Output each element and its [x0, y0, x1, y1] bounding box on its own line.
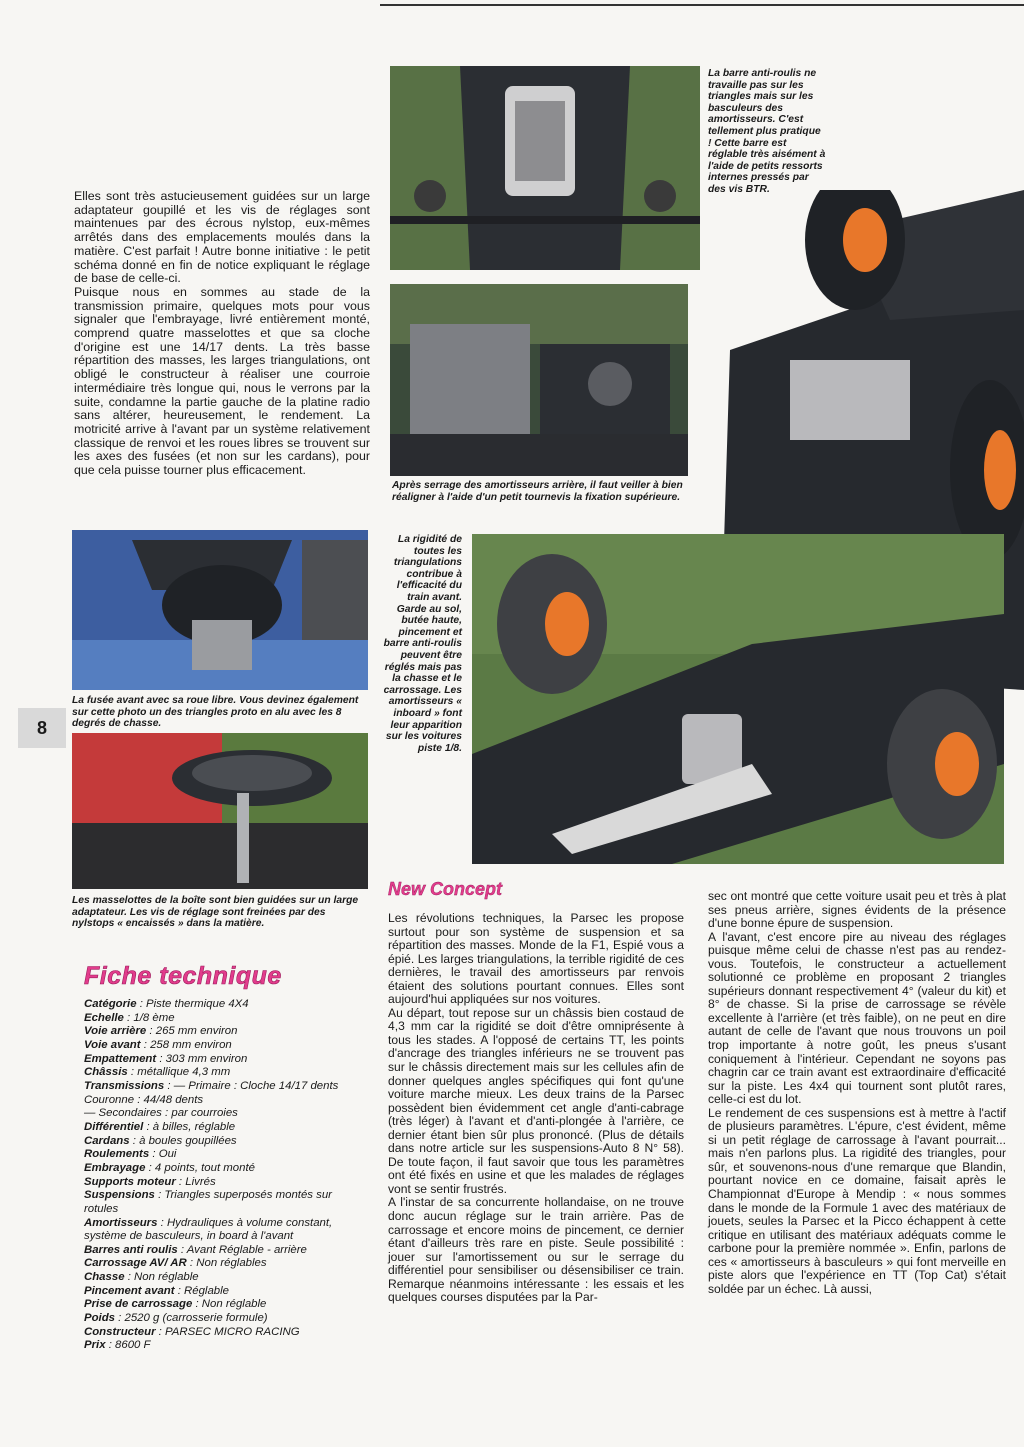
fiche-key: Transmissions — [84, 1079, 165, 1092]
photo-engine — [390, 284, 688, 476]
fiche-separator: : — [145, 1161, 155, 1174]
fiche-item — [84, 1326, 364, 1340]
photo-rear-shocks — [390, 66, 700, 270]
fiche-key: Constructeur — [84, 1325, 156, 1338]
fiche-key: Voie arrière — [84, 1025, 147, 1038]
fiche-value: — Secondaires : par courroies — [84, 1107, 238, 1120]
section-title: New Concept — [388, 879, 503, 899]
fiche-separator: : — [140, 1038, 151, 1051]
fiche-value: Non réglable — [134, 1271, 199, 1284]
fiche-value: Hydrauliques à volume constant, système de basculeurs, in board à l'avant — [84, 1216, 333, 1243]
fiche-item — [84, 1257, 364, 1271]
fiche-separator: : — [155, 1325, 166, 1338]
fiche-key: Roulements — [84, 1148, 150, 1161]
fiche-key: Carrossage AV/ AR — [84, 1257, 187, 1270]
fiche-separator: : — [136, 998, 147, 1010]
fiche-key: Amortisseurs — [84, 1216, 158, 1229]
fiche-separator: : — [105, 1339, 116, 1352]
fiche-key: Barres anti roulis — [84, 1243, 178, 1256]
fiche-key: Empattement — [84, 1052, 157, 1065]
fiche-item — [84, 1053, 364, 1067]
fiche-item — [84, 1012, 364, 1026]
section-column-1 — [388, 912, 684, 1305]
fiche-value: — Primaire : Cloche 14/17 dents — [173, 1079, 339, 1092]
fiche-item — [84, 1176, 364, 1190]
fiche-key: Embrayage — [84, 1161, 146, 1174]
fiche-item — [84, 1066, 364, 1080]
fiche-key: Pincement avant — [84, 1284, 175, 1297]
fiche-separator: : — [164, 1079, 174, 1092]
fiche-key: Différentiel — [84, 1120, 144, 1133]
fiche-key: Catégorie — [84, 998, 137, 1010]
section-paragraph: Le rendement de ces suspensions est à mettre à l'actif de plusieurs paramètres. L'épure, c'est évident, même si un petit réglage de carrossage à l'avant pourrait... mais n'en parlons plus. La rigidité des triangles, pour sûr, et souvenons-nous d'une remarque que Blandin, pourtant novice en ce domaine, faisait après le Championnat d'Europe à Mendip : « nous sommes dans le monde de la Formule 1 avec des matériaux de jouets, seules la Parsec et la Picco échappent à cette critique en utilisant des matériaux adéquats comme le carbone pour la première nommée ». Enfin, parlons de ces « amortisseurs à basculeurs » qui font merveille en piste alors que l'expérience en TT (Top Cat) s'était soldée par un échec. Là aussi, — [708, 1105, 1006, 1296]
fiche-item — [84, 1148, 364, 1162]
fiche-key: Echelle — [84, 1011, 124, 1024]
page-number: 8 — [18, 708, 66, 748]
fiche-key: Prise de carrossage — [84, 1298, 193, 1311]
fiche-value: 2520 g (carrosserie formule) — [124, 1312, 268, 1325]
fiche-value: 303 mm environ — [165, 1052, 248, 1065]
section-paragraph: A l'instar de sa concurrente hollandaise, on ne trouve donc aucun réglage sur le train arrière. Pas de carrossage et encore moins de pincement, ce dernier étant d'ailleurs très rare en piste. Seule possibilité : jouer sur l'amortissement ou sur le serrage du différentiel pour sensibiliser ou désensibiliser ce train. Remarque néanmoins intéressante : les essais et les quelques courses disputées par la Par- — [388, 1195, 684, 1305]
fiche-item — [84, 1025, 364, 1039]
fiche-value: Oui — [158, 1148, 177, 1161]
fiche-item — [84, 1039, 364, 1053]
caption-rigidity: La rigidité de toutes les triangulations contribue à l'efficacité du train avant. Garde au sol, butée haute, pincement et barre anti-roulis peuvent être réglés mais pas la chasse et le carrossage. Les amortisseurs « inboard » font leur apparition sur les voitures piste 1/8. — [383, 534, 462, 754]
caption-anti-roll: La barre anti-roulis ne travaille pas sur les triangles mais sur les basculeurs des amortisseurs. C'est tellement plus pratique ! Cette barre est réglable très aisément à l'aide de petits ressorts internes pressés par des vis BTR. — [708, 68, 826, 195]
fiche-separator: : — [174, 1284, 185, 1297]
fiche-key: Châssis — [84, 1066, 128, 1079]
photo-fusee — [72, 530, 368, 690]
fiche-separator: : — [186, 1257, 197, 1270]
fiche-value: 258 mm environ — [150, 1038, 232, 1051]
fiche-value: à billes, réglable — [152, 1120, 236, 1133]
fiche-separator: : — [156, 1052, 166, 1065]
fiche-value: 265 mm environ — [155, 1025, 238, 1038]
fiche-item — [84, 1162, 364, 1176]
fiche-key: Supports moteur — [84, 1175, 176, 1188]
fiche-separator: : — [129, 1134, 140, 1147]
fiche-separator: : — [127, 1066, 138, 1079]
fiche-key: Prix — [84, 1339, 106, 1352]
caption-masselottes: Les masselottes de la boîte sont bien guidées sur un large adaptateur. Les vis de réglage sont freinées par des nylstops « encaissés » dans la matière. — [72, 895, 359, 930]
fiche-value: Avant Réglable - arrière — [186, 1243, 307, 1256]
fiche-separator: : — [115, 1312, 125, 1325]
fiche-separator: : — [146, 1025, 156, 1038]
fiche-item — [84, 1135, 364, 1149]
fiche-item — [84, 1339, 364, 1353]
fiche-separator: : — [177, 1243, 187, 1256]
fiche-item — [84, 1094, 364, 1108]
fiche-value: Réglable — [184, 1284, 229, 1297]
section-column-2 — [708, 890, 1006, 1296]
fiche-separator: : — [149, 1148, 159, 1161]
photo-car-front — [472, 534, 1004, 864]
fiche-key: Poids — [84, 1312, 116, 1325]
fiche-key: Suspensions — [84, 1189, 155, 1202]
fiche-value: 8600 F — [115, 1339, 151, 1352]
fiche-separator: : — [143, 1120, 153, 1133]
intro-text — [74, 190, 370, 478]
fiche-title: Fiche technique — [84, 962, 282, 990]
fiche-item — [84, 1244, 364, 1258]
fiche-item — [84, 1217, 364, 1244]
fiche-key: Chasse — [84, 1271, 125, 1284]
fiche-item — [84, 1271, 364, 1285]
caption-shock-realign: Après serrage des amortisseurs arrière, il faut veiller à bien réaligner à l'aide d'un petit tournevis la fixation supérieure. — [392, 480, 683, 503]
fiche-separator: : — [157, 1216, 167, 1229]
intro-paragraph: Elles sont très astucieusement guidées sur un large adaptateur goupillé et les vis de réglages sont maintenues par des écrous nylstop, eux-mêmes arrêtés dans des emplacements moulés dans la matière. C'est parfait ! Autre bonne initiative : le petit schéma donné en fin de notice expliquant le réglage de base de celle-ci. — [74, 189, 370, 286]
caption-fusee: La fusée avant avec sa roue libre. Vous devinez également sur cette photo un des triangles proto en alu avec les 8 degrés de chasse. — [72, 695, 359, 730]
fiche-item — [84, 1189, 364, 1216]
fiche-value: métallique 4,3 mm — [137, 1066, 231, 1079]
fiche-value: 1/8 ème — [133, 1011, 175, 1024]
fiche-key: Voie avant — [84, 1038, 141, 1051]
fiche-separator: : — [192, 1298, 202, 1311]
fiche-item — [84, 1312, 364, 1326]
fiche-item — [84, 1080, 364, 1094]
fiche-item — [84, 998, 364, 1012]
intro-paragraph: Puisque nous en sommes au stade de la transmission primaire, quelques mots pour vous signaler que l'embrayage, livré entièrement monté, comprend quatre masselottes et que sa cloche d'origine est une 14/17 dents. La très basse répartition des masses, les larges triangulations, ont obligé le constructeur à réaliser une courroie intermédiaire très longue qui, nous le verrons par la suite, condamne la partie gauche de la platine radio sans altérer, heureusement, le rendement. La motricité arrive à l'avant par un système relativement classique de renvoi et les roues libres se trouvent sur les axes des fusées (et non sur les cardans), pour que cela puisse tourner plus efficacement. — [74, 284, 370, 478]
fiche-item — [84, 1107, 364, 1121]
fiche-value: Triangles superposés montés sur rotules — [84, 1189, 332, 1215]
fiche-item — [84, 1298, 364, 1312]
section-paragraph: sec ont montré que cette voiture usait peu et très à plat ses pneus arrière, signes évidents de la présence d'une bonne épure de suspension. — [708, 889, 1006, 931]
fiche-item — [84, 1285, 364, 1299]
photo-masselottes — [72, 733, 368, 889]
top-rule — [380, 4, 1024, 6]
fiche-list — [84, 998, 364, 1353]
fiche-separator: : — [124, 1271, 135, 1284]
fiche-separator: : — [123, 1011, 134, 1024]
fiche-value: Non réglable — [201, 1298, 267, 1311]
fiche-value: 4 points, tout monté — [154, 1161, 255, 1174]
fiche-separator: : — [154, 1189, 165, 1202]
section-paragraph: Les révolutions techniques, la Parsec les propose surtout pour son système de suspension et sa répartition des masses. Monde de la F1, Espié vous a épié. Les larges triangulations, la terrible rigidité de ces dernières, le travail des amortisseurs par renvois étaient des solutions pourtant connues. Elles sont aujourd'hui appliquées sur nos voitures. — [388, 911, 684, 1007]
fiche-value: Non réglables — [196, 1257, 267, 1270]
section-paragraph: A l'avant, c'est encore pire au niveau des réglages puisque même celui de chasse n'est pas au rendez-vous. Toutefois, le constructeur a actuellement solutionné ce problème en proposant 2 triangles supérieurs donnant respectivement 4° (valeur du kit) et 8° de chasse. Si la prise de carrossage se révèle excellente à l'arrière (et très faible), on ne peut en dire autant de celle de l'avant que nous trouvons un poil trop importante à notre goût, les pneus s'usant coniquement à l'intérieur. Cependant ne soyons pas chagrin car ce train avant est extraordinaire d'efficacité sur la piste. Les 4x4 qui tournent sont plutôt rares, celle-ci est du lot. — [708, 929, 1006, 1107]
fiche-key: Cardans — [84, 1134, 130, 1147]
fiche-separator: : — [175, 1175, 186, 1188]
fiche-item — [84, 1121, 364, 1135]
fiche-value: Livrés — [185, 1175, 216, 1188]
fiche-value: Piste thermique 4X4 — [146, 998, 249, 1010]
fiche-value: Couronne : 44/48 dents — [84, 1093, 204, 1106]
fiche-value: PARSEC MICRO RACING — [165, 1325, 300, 1338]
section-paragraph: Au départ, tout repose sur un châssis bien costaud de 4,3 mm car la rigidité se doit d'être omniprésente à tous les stades. A l'opposé de certains TT, les points d'ancrage des triangles inférieurs ne se trouvent pas sur le châssis directement mais sur les cellules afin de donner quelques angles spécifiques qui font qu'une voiture marche mieux. Les deux trains de la Parsec possèdent bien évidemment cet angle d'anti-cabrage (très léger) à l'avant et d'anti-plongée à l'arrière, ce dernier étant bien sûr plus prononcé. (Plus de détails dans notre article sur les suspensions-Auto 8 N° 58). De toute façon, il faut savoir que tous les paramètres ont été fixés en usine et que les malades de réglages vont se sentir frustrés. — [388, 1005, 684, 1196]
fiche-value: à boules goupillées — [139, 1134, 237, 1147]
